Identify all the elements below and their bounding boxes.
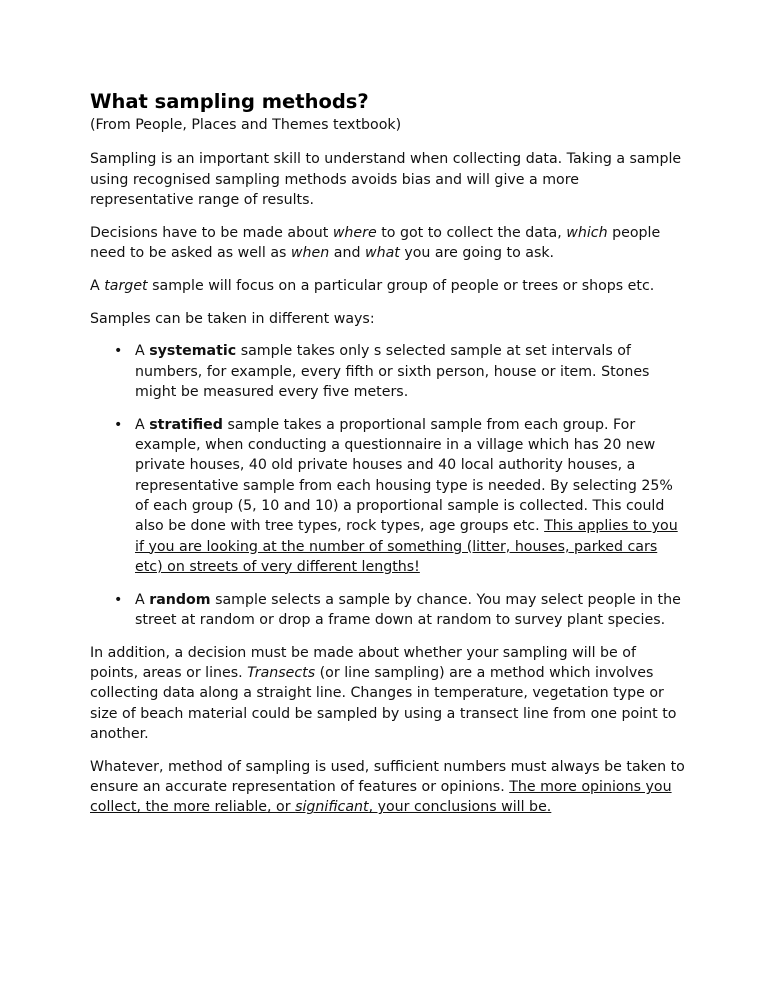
page-subtitle: (From People, Places and Themes textbook) <box>90 117 402 133</box>
emphasis-where: where <box>332 224 377 241</box>
list-item-systematic: • A systematic sample takes only s selected sample at set intervals of numbers, for example, every fifth or sixth person, house or item. Stones might be measured every five meters. <box>114 343 650 400</box>
document-content <box>90 89 685 830</box>
paragraph-conclusion: Whatever, method of sampling is used, sufficient numbers must always be taken to ensure an accurate representation of features or opinions. The more opinions you collect, the more reliable, or significant, your conclusions will be. <box>90 758 685 816</box>
paragraph-ways: Samples can be taken in different ways: <box>90 310 375 327</box>
paragraph-decisions: Decisions have to be made about where to got to collect the data, which people need to be asked as well as when and what you are going to ask. <box>90 224 661 261</box>
emphasis-significant: significant <box>295 799 369 816</box>
list-item-stratified: • A stratified sample takes a proportional sample from each group. For example, when conducting a questionnaire in a village which has 20 new private houses, 40 old private houses and 40 local authority houses, a representative sample from each housing type is needed. By selecting 25% of each group (5, 10 and 10) a proportional sample is collected. This could also be done with tree types, rock types, age groups etc. This applies to you if you are looking at the number of something (litter, houses, parked cars etc) on streets of very different lengths! <box>114 416 678 575</box>
emphasis-what: what <box>364 244 400 261</box>
bullet-icon: • <box>114 343 123 360</box>
list-item-random: • A random sample selects a sample by chance. You may select people in the street at random or drop a frame down at random to survey plant species. <box>114 591 681 628</box>
emphasis-transects: Transects <box>247 665 316 682</box>
page-title: What sampling methods? <box>90 90 369 113</box>
underlined-conclusion: The more opinions you collect, the more reliable, or significant, your conclusions will be. <box>90 779 672 816</box>
term-systematic: systematic <box>149 343 237 360</box>
emphasis-when: when <box>290 244 330 261</box>
term-stratified: stratified <box>149 416 223 433</box>
term-random: random <box>149 591 211 608</box>
emphasis-target: target <box>104 277 148 294</box>
paragraph-transects: In addition, a decision must be made about whether your sampling will be of points, areas or lines. Transects (or line sampling) are a method which involves collecting data along a straight line. Changes in temperature, vegetation type or size of beach material could be sampled by using a transect line from one point to another. <box>90 644 677 742</box>
paragraph-target-sample: A target sample will focus on a particular group of people or trees or shops etc. <box>90 277 655 294</box>
bullet-icon: • <box>114 591 123 608</box>
emphasis-which: which <box>566 224 608 241</box>
paragraph-intro: Sampling is an important skill to understand when collecting data. Taking a sample using recognised sampling methods avoids bias and will give a more representative range of results. <box>90 151 682 208</box>
underlined-note: This applies to you if you are looking at the number of something (litter, houses, parked cars etc) on streets of very different lengths! <box>135 518 678 575</box>
bullet-icon: • <box>114 416 123 433</box>
sampling-methods-list <box>90 341 685 630</box>
